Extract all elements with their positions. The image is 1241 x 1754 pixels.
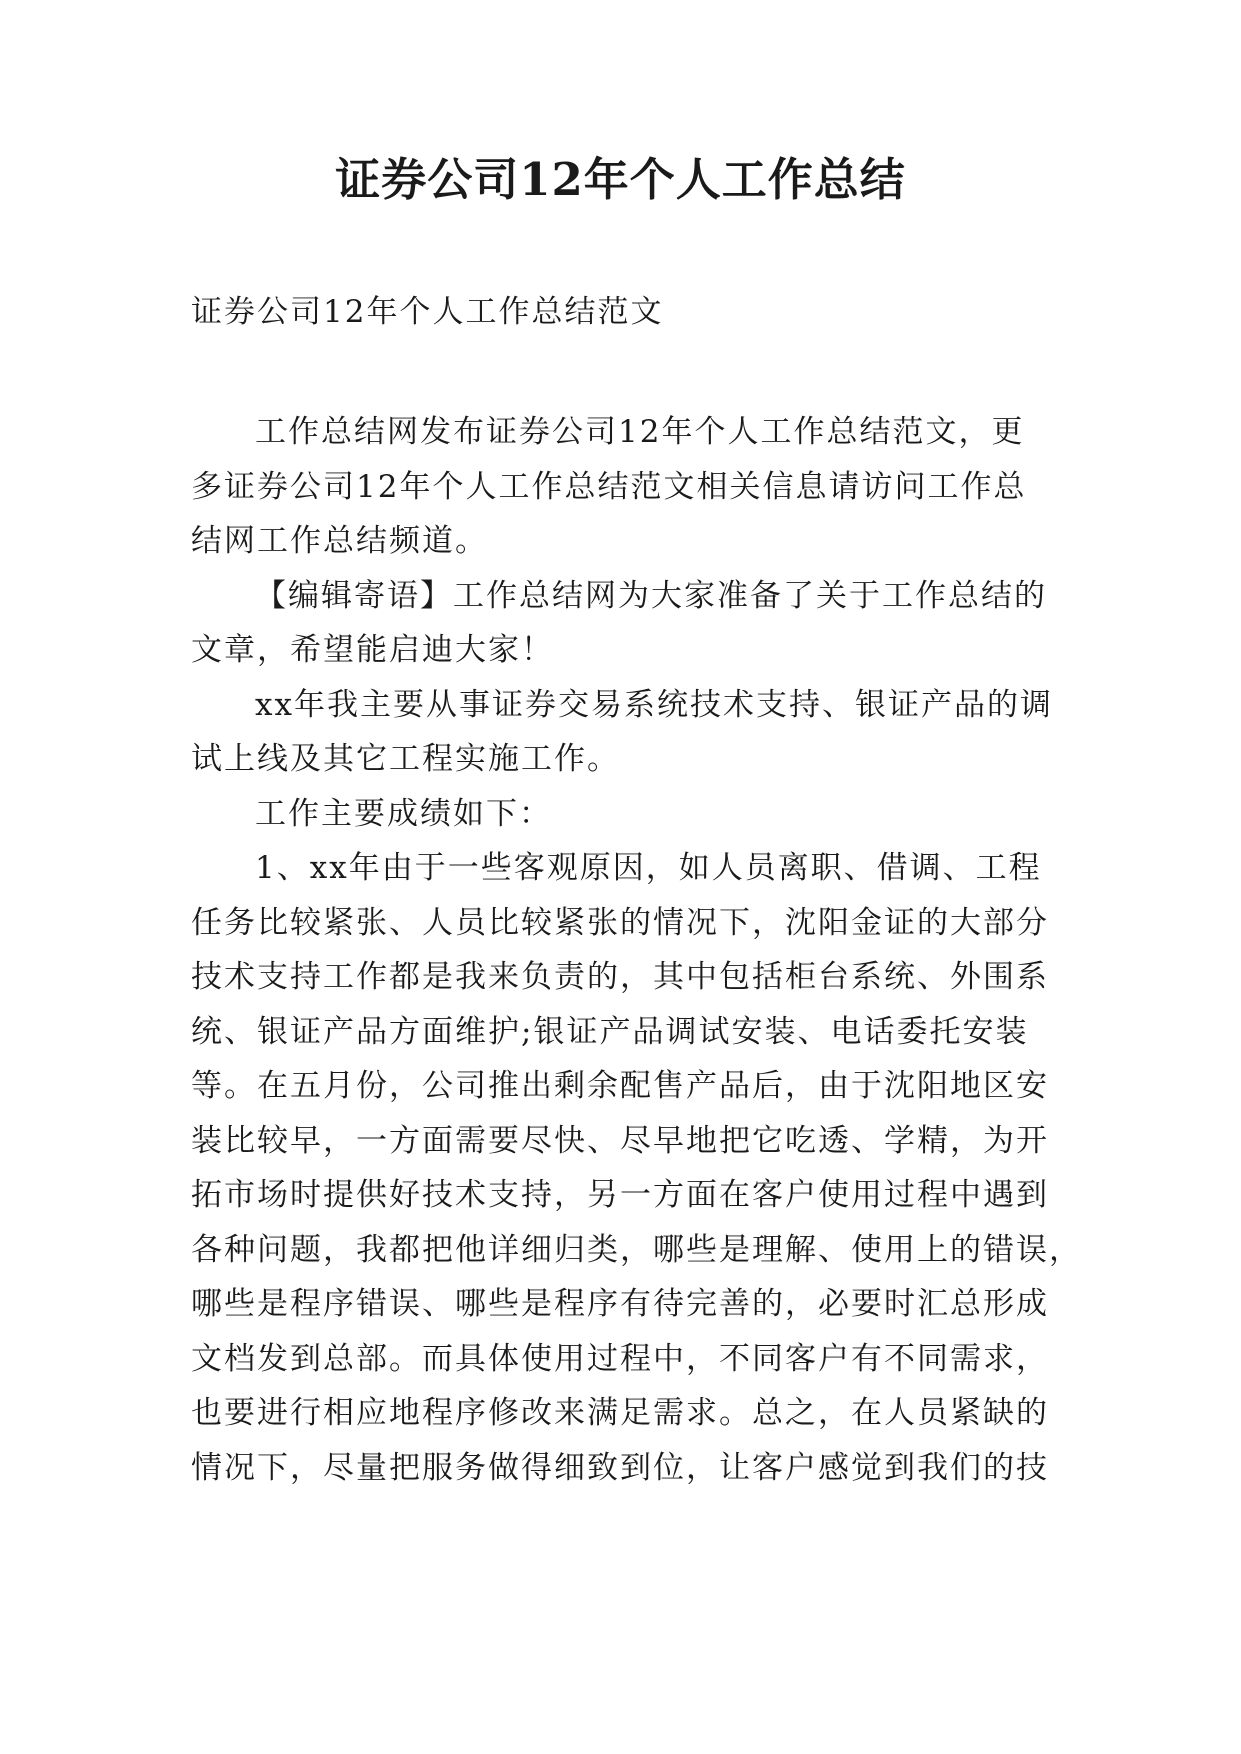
text-line: 多证券公司12年个人工作总结范文相关信息请访问工作总 [191,468,1027,505]
text-line: 拓市场时提供好技术支持，另一方面在客户使用过程中遇到 [191,1177,1049,1213]
text-line: 文档发到总部。而具体使用过程中，不同客户有不同需求， [191,1340,1049,1377]
text-line: 装比较早，一方面需要尽快、尽早地把它吃透、学精，为开 [191,1122,1049,1159]
text-line: 任务比较紧张、人员比较紧张的情况下，沈阳金证的大部分 [191,904,1049,941]
paragraph-main-work [191,678,1051,787]
document-body [191,405,1082,1495]
text-line: 工作总结网发布证券公司12年个人工作总结范文，更 [255,414,1025,450]
text-line: 情况下，尽量把服务做得细致到位，让客户感觉到我们的技 [191,1449,1049,1486]
text-line: 也要进行相应地程序修改来满足需求。总之，在人员紧缺的 [191,1395,1049,1431]
text-line: 【编辑寄语】工作总结网为大家准备了关于工作总结的 [255,577,1047,614]
text-line: 各种问题，我都把他详细归类，哪些是理解、使用上的错误， [191,1231,1082,1268]
text-line: 统、银证产品方面维护;银证产品调试安装、电话委托安装 [191,1013,1029,1050]
paragraph-achievements-heading [191,787,1051,842]
document-subtitle: 证券公司12年个人工作总结范文 [191,294,664,330]
text-line: 等。在五月份，公司推出剩余配售产品后，由于沈阳地区安 [191,1068,1049,1104]
text-line: 1、xx年由于一些客观原因，如人员离职、借调、工程 [255,850,1042,886]
text-line: xx年我主要从事证券交易系统技术支持、银证产品的调 [255,686,1053,723]
paragraph-editor-note [191,569,1051,678]
text-line: 文章，希望能启迪大家！ [191,632,554,668]
text-line: 技术支持工作都是我来负责的，其中包括柜台系统、外围系 [191,959,1049,995]
text-line: 结网工作总结频道。 [191,523,488,559]
paragraph-intro [191,405,1051,569]
text-line: 工作主要成绩如下： [255,795,552,832]
text-line: 试上线及其它工程实施工作。 [191,741,620,777]
text-line: 哪些是程序错误、哪些是程序有待完善的，必要时汇总形成 [191,1286,1049,1322]
paragraph-achievement-1 [191,841,1082,1495]
page-title: 证券公司12年个人工作总结 [335,153,906,206]
